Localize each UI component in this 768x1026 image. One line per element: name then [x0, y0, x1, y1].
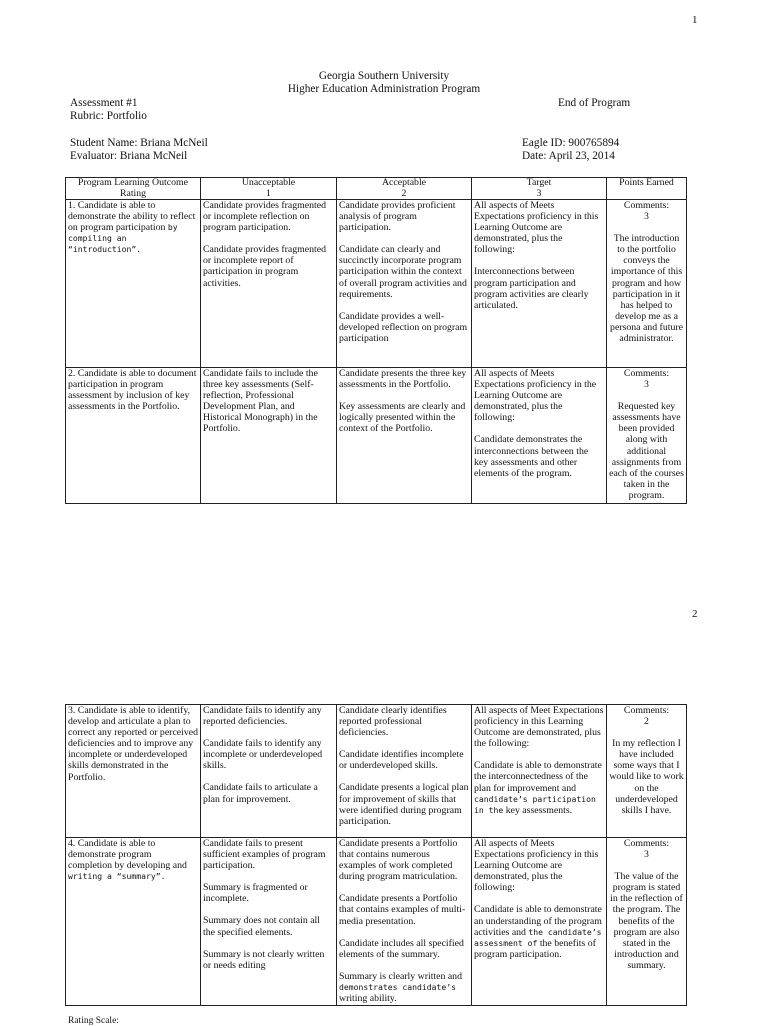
outcome-header: Program Learning Outcome Rating [66, 178, 201, 200]
target-header: Target 3 [472, 178, 607, 200]
unacceptable-cell: Candidate provides fragmented or incomplete reflection on program participation. Candidate provides fragmented or incomplete report of participation in program activities. [201, 200, 337, 368]
acceptable-cell: Candidate presents the three key assessments in the Portfolio. Key assessments are clearly and logically presented within the context of the Portfolio. [337, 368, 472, 504]
points-cell: Comments: 3 The introduction to the portfolio conveys the importance of this program and how participation in it has helped to develop me as a persona and future administrator. [607, 200, 687, 368]
target-cell: All aspects of Meets Expectations proficiency in this Learning Outcome are demonstrated, plus the following: Interconnections between program participation and program activities are clearly articulated. [472, 200, 607, 368]
table-row [66, 705, 687, 838]
acceptable-cell: Candidate clearly identifies reported professional deficiencies. Candidate identifies incomplete or underdeveloped skills. Candidate presents a logical plan for improvement of skills that were identified during program participation. [337, 705, 472, 838]
unacceptable-cell: Candidate fails to present sufficient examples of program participation. Summary is fragmented or incomplete. Summary does not contain all the specified elements. Summary is not clearly written or needs editing [201, 838, 337, 1006]
points-cell: Comments: 2 In my reflection I have included some ways that I would like to work on the underdeveloped skills I have. [607, 705, 687, 838]
unacceptable-header: Unacceptable 1 [201, 178, 337, 200]
rubric-label: Rubric: Portfolio [70, 110, 147, 122]
outcome-cell: 2. Candidate is able to document participation in program assessment by inclusion of key assessments in the Portfolio. [66, 368, 201, 504]
rubric-table-page-1 [65, 177, 687, 504]
timing-label: End of Program [558, 97, 631, 109]
acceptable-cell: Candidate provides proficient analysis of program participation. Candidate can clearly and succinctly incorporate program participation within the context of overall program activities and requirements. Candidate provides a well-developed reflection on program participation [337, 200, 472, 368]
page-number: 1 [692, 14, 698, 26]
target-cell: All aspects of Meets Expectations proficiency in this Learning Outcome are demonstrated, plus the following: Candidate is able to demonstrate an understanding of the program activities and the candidate’s assessment of the benefits of program participation. [472, 838, 607, 1006]
table-header-row [66, 178, 687, 200]
page-number: 2 [692, 608, 698, 620]
table-row [66, 200, 687, 368]
outcome-cell: 3. Candidate is able to identify, develop and articulate a plan to correct any reported or perceived deficiencies and to improve any incomplete or underdeveloped skills demonstrated in the Portfolio. [66, 705, 201, 838]
rubric-table-page-2 [65, 704, 687, 1006]
eagle-id: Eagle ID: 900765894 [522, 137, 620, 149]
acceptable-header: Acceptable 2 [337, 178, 472, 200]
points-cell: Comments: 3 Requested key assessments have been provided along with additional assignments from each of the courses taken in the program. [607, 368, 687, 504]
table-row [66, 838, 687, 1006]
outcome-cell: 4. Candidate is able to demonstrate program completion by developing and writing a “summary”. [66, 838, 201, 1006]
program-title: Higher Education Administration Program [287, 83, 481, 95]
evaluator-name: Evaluator: Briana McNeil [70, 150, 188, 162]
points-header: Points Earned [607, 178, 687, 200]
target-cell: All aspects of Meets Expectations proficiency in the Learning Outcome are demonstrated, plus the following: Candidate demonstrates the interconnections between the key assessments and other elements of the program. [472, 368, 607, 504]
table-row [66, 368, 687, 504]
outcome-cell: 1. Candidate is able to demonstrate the ability to reflect on program participation by compiling an “introduction”. [66, 200, 201, 368]
target-cell: All aspects of Meet Expectations proficiency in this Learning Outcome are demonstrated, plus the following: Candidate is able to demonstrate the interconnectedness of the plan for improvement and candidate’s participation in the key assessments. [472, 705, 607, 838]
evaluation-date: Date: April 23, 2014 [522, 150, 615, 162]
student-name: Student Name: Briana McNeil [70, 137, 208, 149]
points-cell: Comments: 3 The value of the program is stated in the reflection of the program. The benefits of the program are also stated in the introduction and summary. [607, 838, 687, 1006]
university-title: Georgia Southern University [318, 70, 450, 82]
acceptable-cell: Candidate presents a Portfolio that contains numerous examples of work completed during program matriculation. Candidate presents a Portfolio that contains examples of multi-media presentation. Candidate includes all specified elements of the summary. Summary is clearly written and demonstrates candidate’s writing ability. [337, 838, 472, 1006]
rating-scale-label: Rating Scale: [68, 1016, 119, 1026]
unacceptable-cell: Candidate fails to include the three key assessments (Self-reflection, Professional Development Plan, and Historical Monograph) in the Portfolio. [201, 368, 337, 504]
unacceptable-cell: Candidate fails to identify any reported deficiencies. Candidate fails to identify any incomplete or underdeveloped skills. Candidate fails to articulate a plan for improvement. [201, 705, 337, 838]
assessment-label: Assessment #1 [70, 97, 138, 109]
